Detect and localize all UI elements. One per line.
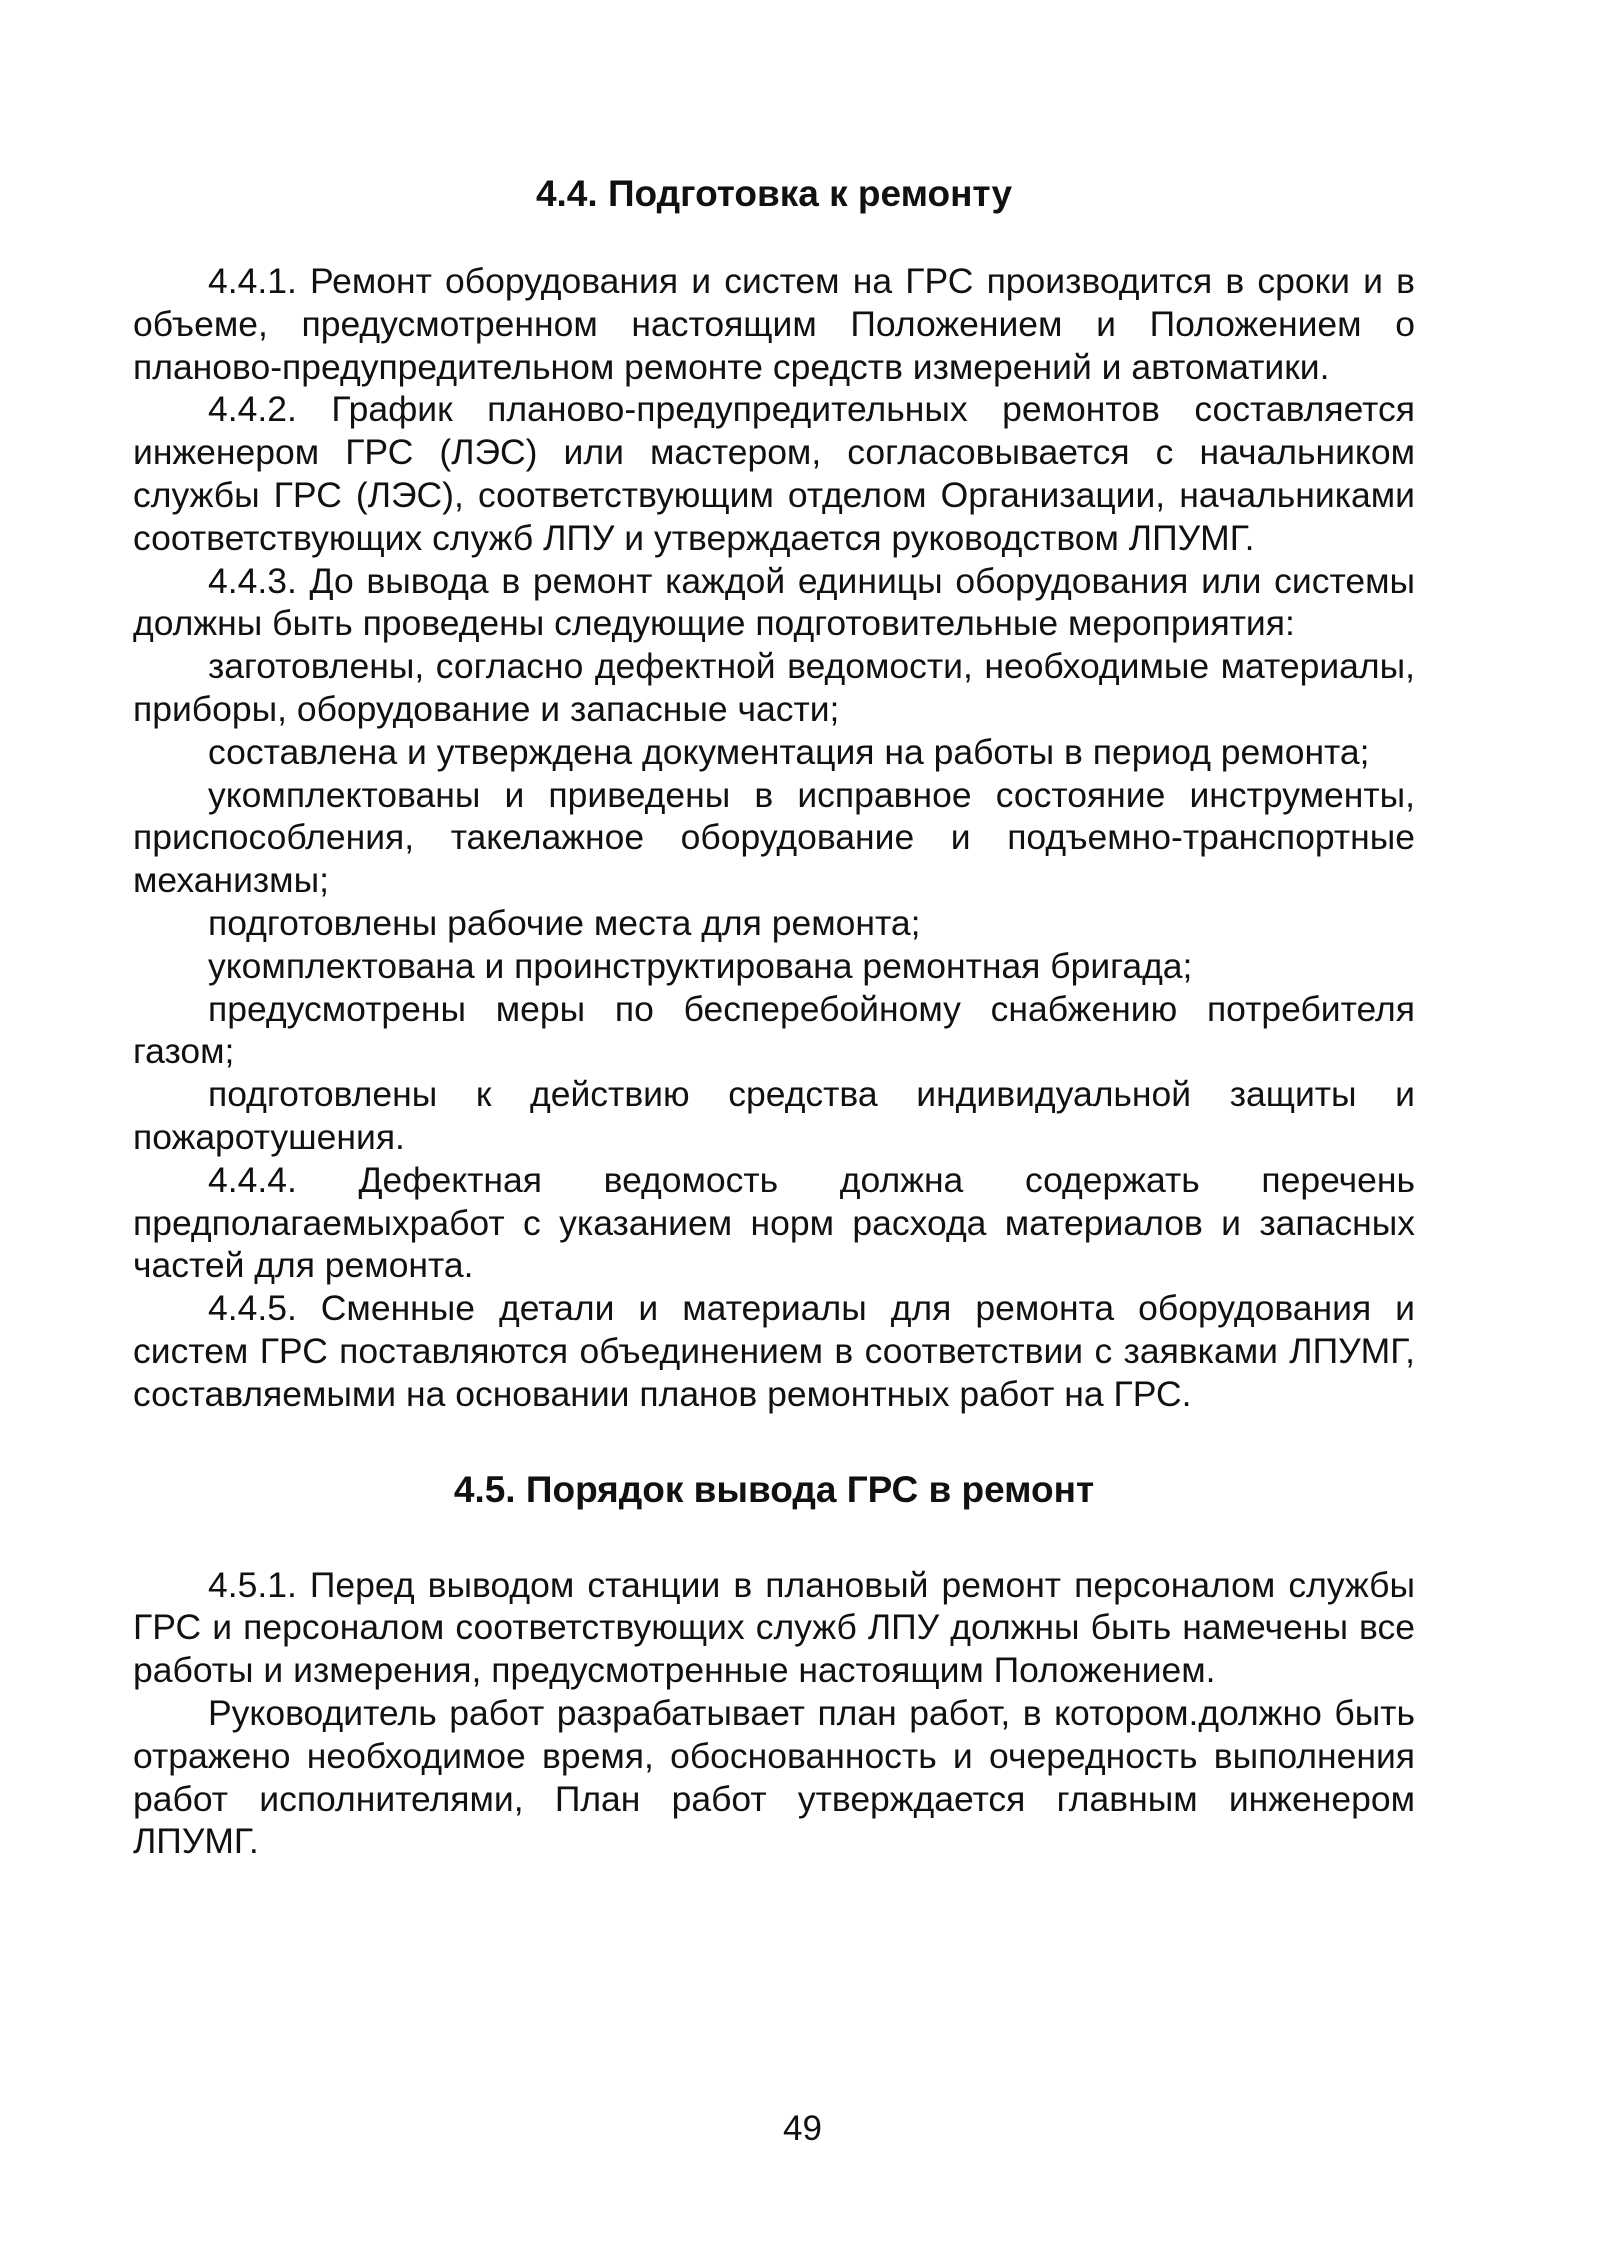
page-number: 49 — [783, 2109, 822, 2148]
paragraph-4-4-3: 4.4.3. До вывода в ремонт каждой единицы оборудования или системы должны быть проведены следующие подготовительные мероприятия: — [133, 560, 1415, 644]
list-item: укомплектованы и приведены в исправное состояние инструменты, приспособления, такелажное оборудование и подъемно-транспортные механизмы; — [133, 774, 1415, 901]
paragraph-4-5-1: 4.5.1. Перед выводом станции в плановый ремонт персоналом службы ГРС и персоналом соответствующих служб ЛПУ должны быть намечены все работы и измерения, предусмотренные настоящим Положением. — [133, 1564, 1415, 1691]
paragraph-4-4-5: 4.4.5. Сменные детали и материалы для ремонта оборудования и систем ГРС поставляются объединением в соответствии с заявками ЛПУМГ, составляемыми на основании планов ремонтных работ на ГРС. — [133, 1288, 1415, 1414]
list-item: составлена и утверждена документация на работы в период ремонта; — [208, 731, 1370, 772]
section-title-4-4: 4.4. Подготовка к ремонту — [535, 173, 1013, 214]
section-4-4-body — [133, 260, 1415, 1416]
list-item: укомплектована и проинструктирована ремонтная бригада; — [208, 945, 1193, 986]
section-title-4-5: 4.5. Порядок вывода ГРС в ремонт — [453, 1468, 1095, 1510]
list-item: подготовлены к действию средства индивидуальной защиты и пожаротушения. — [133, 1074, 1415, 1157]
list-item: подготовлены рабочие места для ремонта; — [208, 902, 921, 943]
paragraph-4-4-2: 4.4.2. График планово-предупредительных ремонтов составляется инженером ГРС (ЛЭС) или мастером, согласовывается с начальником службы ГРС (ЛЭС), соответствующим отделом Организации, начальниками соответствующих служб ЛПУ и утверждается руководством ЛПУМГ. — [133, 389, 1415, 558]
document-page — [133, 160, 1415, 1863]
section-4-5-body — [133, 1564, 1415, 1864]
paragraph-4-4-4: 4.4.4. Дефектная ведомость должна содержать перечень предполагаемыхработ с указанием норм расхода материалов и запасных частей для ремонта. — [133, 1159, 1415, 1286]
paragraph-4-4-1: 4.4.1. Ремонт оборудования и систем на ГРС производится в сроки и в объеме, предусмотренном настоящим Положением и Положением о планово-предупредительном ремонте средств измерений и автоматики. — [133, 261, 1415, 387]
list-item: заготовлены, согласно дефектной ведомости, необходимые материалы, приборы, оборудование и запасные части; — [133, 646, 1415, 729]
list-item: предусмотрены меры по бесперебойному снабжению потребителя газом; — [133, 988, 1415, 1072]
paragraph-work-plan: Руководитель работ разрабатывает план работ, в котором.должно быть отражено необходимое время, обоснованность и очередность выполнения работ исполнителями, План работ утверждается главным инженером ЛПУМГ. — [133, 1692, 1415, 1862]
